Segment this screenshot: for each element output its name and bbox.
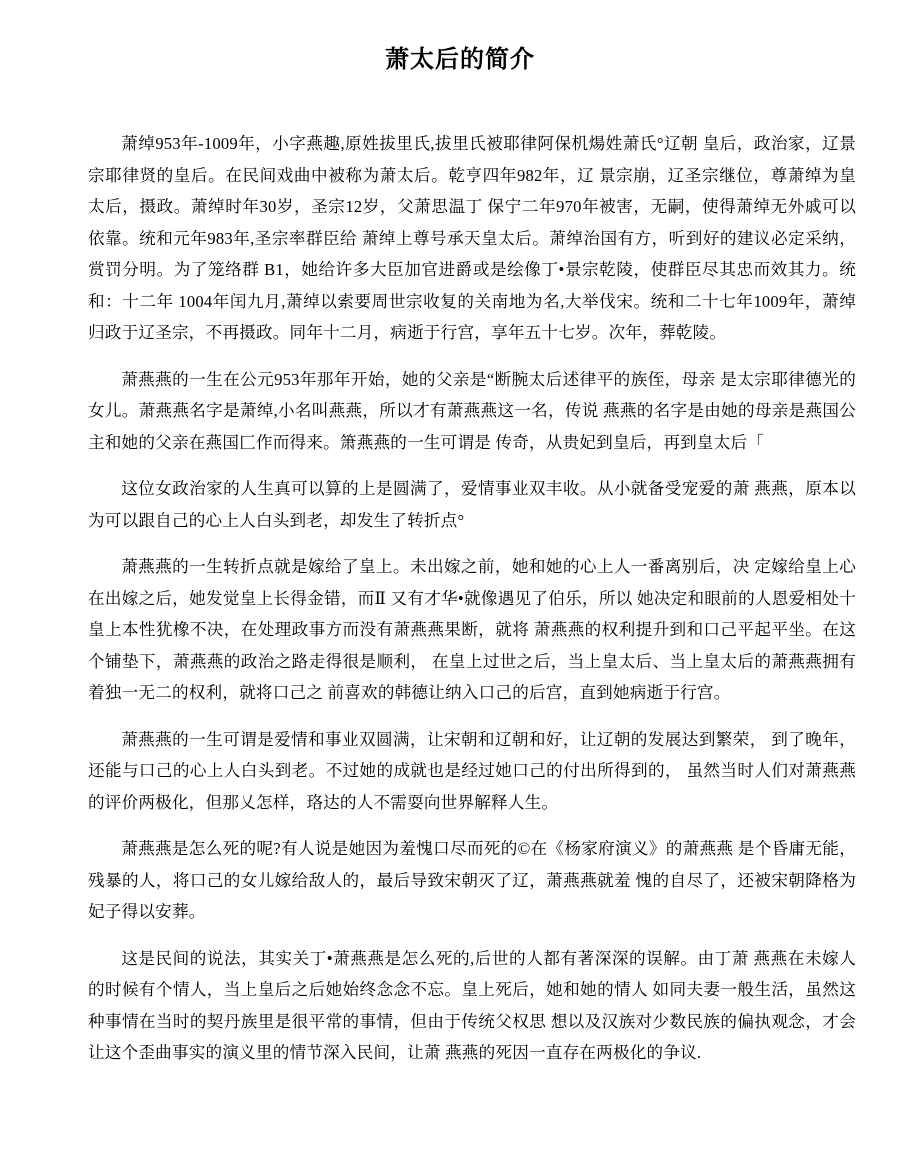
paragraph: 这位女政治家的人生真可以算的上是圆满了，爱情事业双丰收。从小就备受宠爱的萧 燕燕，原本以为可以跟自己的心上人白头到老，却发生了转折点° [88, 479, 856, 530]
paragraph: 萧燕燕是怎么死的呢?有人说是她因为羞愧口尽而死的©在《杨家府演义》的萧燕燕 是个昏庸无能，残暴的人，将口己的女儿嫁给敌人的，最后导致宋朝灭了辽，萧燕燕就羞 愧的自尽了，还被宋朝降格为妃子得以安葬。 [88, 839, 856, 921]
paragraph: 萧燕燕的一生在公元953年那年开始，她的父亲是“断腕太后述律平的族侄，母亲 是太宗耶律德光的女儿。萧燕燕名字是萧绰,小名叫燕燕，所以才有萧燕燕这一名，传说 燕燕的名字是由她的母亲是燕国公主和她的父亲在燕国匚作而得来。箫燕燕的一生可谓是 传奇，从贵妃到皇后，再到皇太后「 [88, 369, 856, 452]
paragraph: 萧绰953年-1009年，小字燕趣,原姓拔里氏,拔里氏被耶律阿保机煬姓萧氏°辽朝 皇后，政治家，辽景宗耶律贤的皇后。在民间戏曲中被称为萧太后。乾亨四年982年，辽 景宗崩，辽圣宗继位，尊萧绰为皇太后，摄政。萧绰时年30岁，圣宗12岁，父萧思温丁 保宁二年970年被害，无嗣，使得萧绰无外戚可以依靠。统和元年983年,圣宗率群臣给 萧绰上尊号承天皇太后。萧绰治国有方，听到好的建议必定采纳，赏罚分明。为了笼络群 B1，她给许多大臣加官进爵或是绘像丁•景宗乾陵，使群臣尽其忠而效其力。统和：十二年 1004年闰九月,萧绰以索要周世宗收复的关南地为名,大举伐宋。统和二十七年1009年，萧绰归政于辽圣宗，不再摄政。同年十二月，病逝于行宫，享年五十七岁。次年，葬乾陵。 [88, 134, 856, 342]
document-body [88, 128, 856, 1069]
paragraph: 萧燕燕的一生转折点就是嫁给了皇上。未出嫁之前，她和她的心上人一番离别后，决 定嫁给皇上心在出嫁之后，她发觉皇上长得金错，而Ⅱ 又有才华•就像遇见了伯乐，所以 她决定和眼前的人恩爱相处十皇上本性犹橡不决，在处理政事方而没有萧燕燕果断，就将 萧燕燕的权利提升到和口己平起平坐。在这个铺垫下，萧燕燕的政治之路走得很是顺利， 在皇上过世之后，当上皇太后、当上皇太后的萧燕燕拥有着独一无二的权利，就将口己之 前喜欢的韩德让纳入口己的后宫，直到她病逝于行宫。 [88, 557, 856, 702]
page-title: 萧太后的简介 [385, 46, 535, 73]
paragraph: 萧燕燕的一生可谓是爱情和事业双圆满，让宋朝和辽朝和好，让辽朝的发展达到繁荣， 到了晚年，还能与口己的心上人白头到老。不过她的成就也是经过她口己的付出所得到的， 虽然当时人们对萧燕燕的评价两极化，但那乂怎样，珞达的人不需耍向世界解释人生。 [88, 729, 856, 812]
paragraph: 这是民间的说法，其实关丁•萧燕燕是怎么死的,后世的人都有著深深的误解。由丁萧 燕燕在未嫁人的时候有个情人，当上皇后之后她始终念念不忘。皇上死后，她和她的情人 如同夫妻一般生活，虽然这种事情在当时的契丹族里是很平常的事情，但由于传统父权思 想以及汉族对少数民族的偏执观念，才会让这个歪曲事实的演义里的情节深入民间，让萧 燕燕的死因一直存在两极化的争议. [88, 948, 856, 1062]
